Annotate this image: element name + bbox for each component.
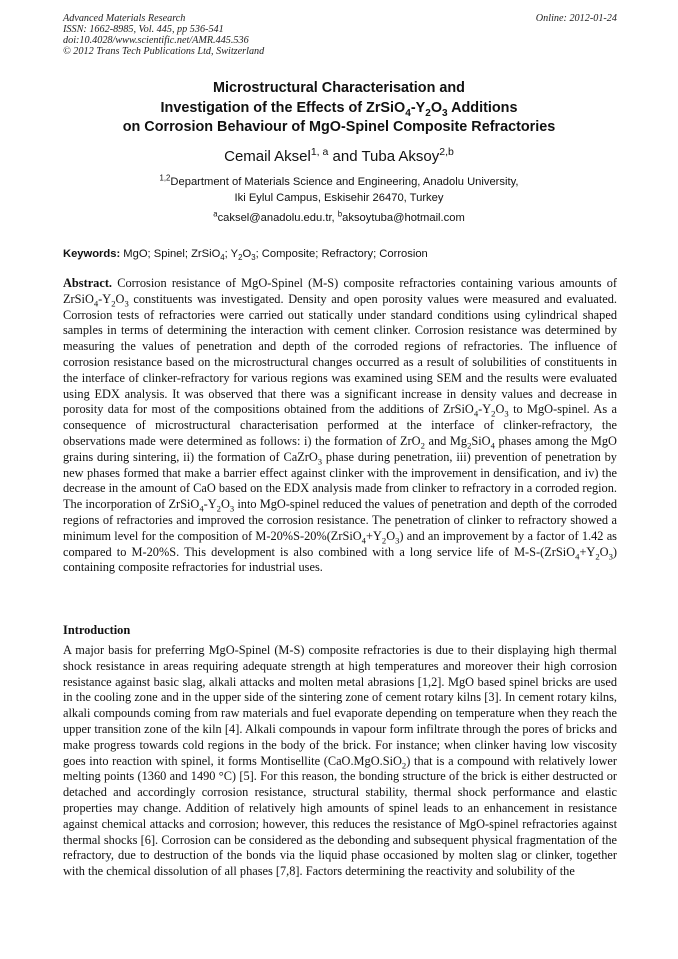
title-line-2: Investigation of the Effects of $ZrSiO_4-Y_2O_3$ Additions <box>160 99 518 119</box>
title-line-1: Microstructural Characterisation and <box>213 80 465 96</box>
abstract: Abstract. Corrosion resistance of MgO-Spinel (M-S) composite refractories containing various amounts of $ZrSiO_4-Y_2O_3$ constituents was investigated. Density and open porosity values were measured and evaluated. Corrosion tests of refractories were carried out statically under standard conditions using cylindrical shaped samples in terms of determining the interaction with cement clinker. Corrosion resistance was determined by measuring the values of penetration and depth of the corroded regions of refractories. The influence of corrosion resistance based on the microstructural changes occurred as a result of solubilities of constituents in the interface of clinker-refractory for various regions was examined using SEM and the results were evaluated using EDX analysis. It was observed that there was a significant increase in density values and decrease in porosity data for most of the compositions obtained from the additions of $ZrSiO_4-Y_2O_3$ to MgO-spinel. As a consequence of microstructural characterisation performed at the interface of clinker-refractory, the observations made were determined as follows: i) the formation of ZrO$_2$ and $Mg_2SiO_4$ phases among the MgO grains during sintering, ii) the formation of CaZrO$_3$ phase during penetration, iii) prevention of penetration by new phases formed that make a barrier effect against clinker with the improvement in densification, and iv) the decrease in the amount of CaO based on the EDX analysis made from clinker to refractory in a corroded region. The incorporation of $ZrSiO_4-Y_2O_3$ into MgO-spinel reduced the values of penetration and depth of the corroded regions of refractories and improved the corrosion resistance. The penetration of clinker to refractory showed a minimum level for the composition of $M-20\%S-20\%(ZrSiO_4+Y_2O_3)$ and an improvement by a factor of 1.42 as compared to M-20%S. This development is also combined with a long service life of $M-S-(ZrSiO_4+Y_2O_3)$ containing composite refractories for industrial uses. <box>63 276 617 575</box>
issn-line: ISSN: 1662-8985, Vol. 445, pp 536-541 <box>63 24 224 35</box>
paper-title <box>40 79 638 138</box>
journal-header <box>63 13 617 57</box>
keywords-label: Keywords: <box>63 248 121 260</box>
author-name: Cemail Aksel <box>224 148 311 165</box>
section-heading-introduction: Introduction <box>63 623 131 637</box>
author-name: Tuba Aksoy <box>361 148 440 165</box>
affiliation: $^{1,2}$Department of Materials Science and Engineering, Anadolu University, Iki Eylul Campus, Eskisehir 26470, Turkey <box>159 173 519 204</box>
copyright-line: © 2012 Trans Tech Publications Ltd, Switzerland <box>63 46 265 57</box>
journal-name: Advanced Materials Research <box>63 13 186 24</box>
author-emails: $^a$caksel@anadolu.edu.tr, $^b$aksoytuba@hotmail.com <box>213 209 465 224</box>
introduction-paragraph: A major basis for preferring MgO-Spinel (M-S) composite refractories is due to their displaying high thermal shock resistance in areas requiring adequate strength at high temperatures and moreover their high corrosion resistance against basic slag, alkali attacks and molten metal abrasions [1,2]. MgO based spinel bricks are used in the cooling zone and in the upper side of the sintering zone of cement rotary kilns [3]. In cement rotary kilns, alkali compounds coming from raw materials and fuel evaporate depending on temperature when they reach the upper transition zone of the kiln [4]. Alkali compounds in vapour form infiltrate through the pores of bricks and make progress towards cold regions in the body of the brick. For instance; when clinker having low viscosity goes into reaction with spinel, it forms Montisellite (CaO.MgO.SiO$_2$) that is a compound with relatively lower melting points (1360 and 1490 °C) [5]. For this reason, the bonding structure of the brick is either destructed or detached and accordingly corrosion resistance, structural stability, thermal shock performance and elastic properties may change. Addition of relatively high amounts of spinel leads to an enhancement in resistance against chemical attacks and corrosion; however, this reduces the resistance of MgO-spinel refractories against thermal shocks [6]. Corrosion can be considered as the debonding and subsequent physical fragmentation of the refractory, due to destruction of the bonds via the liquid phase occasioned by molten slag or clinker, together with the chemical dissolution of all phases [7,8]. Factors determining the reactivity and solubility of the <box>63 643 617 879</box>
title-line-3: on Corrosion Behaviour of MgO-Spinel Composite Refractories <box>122 119 556 135</box>
abstract-label: Abstract. <box>63 276 113 290</box>
keywords: Keywords: MgO; Spinel; ZrSiO$_4$; $Y_2O_3$; Composite; Refractory; Corrosion <box>63 248 428 263</box>
online-date: Online: 2012-01-24 <box>535 13 617 24</box>
doi-line: doi:10.4028/www.scientific.net/AMR.445.536 <box>63 35 249 46</box>
author-list: Cemail Aksel$^{1, a}$ and Tuba Aksoy$^{2,b}$ <box>224 146 454 165</box>
